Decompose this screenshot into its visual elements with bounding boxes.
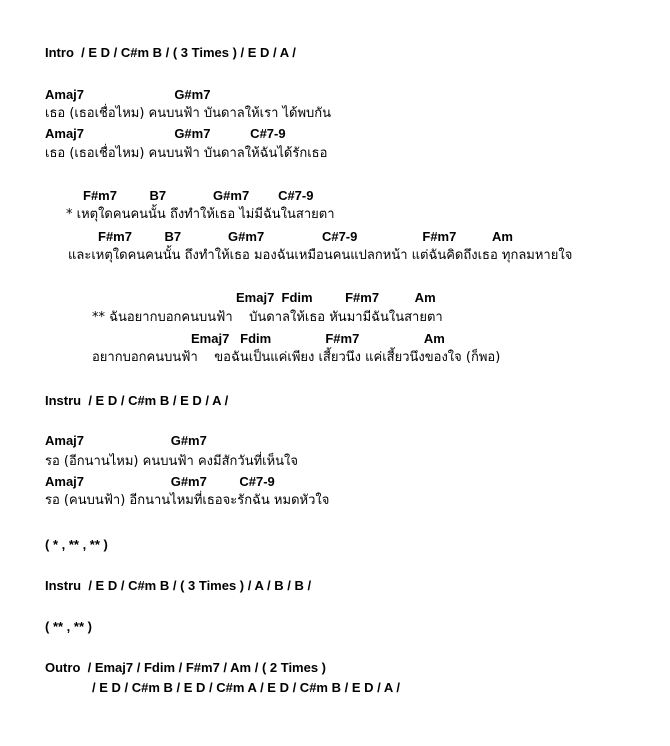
chord-line: Emaj7 Fdim F#m7 Am (236, 290, 436, 305)
chord-line: Amaj7 G#m7 C#7-9 (45, 126, 286, 141)
chord-line: Amaj7 G#m7 C#7-9 (45, 474, 275, 489)
chord-line: Amaj7 G#m7 (45, 433, 207, 448)
chord-line: Emaj7 Fdim F#m7 Am (191, 331, 445, 346)
lyric-line: เธอ (เธอเชื่อไหม) คนบนฟ้า บันดาลให้เรา ได้พบกัน (45, 106, 332, 121)
chord-line: Instru / E D / C#m B / ( 3 Times ) / A / B / B / (45, 578, 312, 593)
chord-line: ( * , ** , ** ) (45, 537, 108, 552)
lyric-line: รอ (คนบนฟ้า) อีกนานไหมที่เธอจะรักฉัน หมดหัวใจ (45, 493, 330, 508)
chord-line: Intro / E D / C#m B / ( 3 Times ) / E D / A / (45, 45, 296, 60)
chord-line: F#m7 B7 G#m7 C#7-9 F#m7 Am (98, 229, 513, 244)
chord-line: Outro / Emaj7 / Fdim / F#m7 / Am / ( 2 Times ) (45, 660, 327, 675)
lyric-line: เธอ (เธอเชื่อไหม) คนบนฟ้า บันดาลให้ฉันได้รักเธอ (45, 146, 328, 161)
chord-line: ( ** , ** ) (45, 619, 92, 634)
lyric-line: และเหตุใดคนคนนั้น ถึงทำให้เธอ มองฉันเหมือนคนแปลกหน้า แต่ฉันคิดถึงเธอ ทุกลมหายใจ (68, 248, 573, 263)
lyric-line: ** ฉันอยากบอกคนบนฟ้า บันดาลให้เธอ หันมามีฉันในสายตา (92, 310, 443, 325)
chord-line: / E D / C#m B / E D / C#m A / E D / C#m B / E D / A / (92, 680, 400, 695)
lyric-line: * เหตุใดคนคนนั้น ถึงทำให้เธอ ไม่มีฉันในสายตา (66, 207, 335, 222)
chord-line: F#m7 B7 G#m7 C#7-9 (83, 188, 314, 203)
lyric-line: รอ (อีกนานไหม) คนบนฟ้า คงมีสักวันที่เห็นใจ (45, 454, 299, 469)
lyric-line: อยากบอกคนบนฟ้า ขอฉันเป็นแค่เพียง เสี้ยวนึง แค่เสี้ยวนึงของใจ (ก็พอ) (92, 350, 501, 365)
chord-line: Instru / E D / C#m B / E D / A / (45, 393, 229, 408)
chord-line: Amaj7 G#m7 (45, 87, 211, 102)
